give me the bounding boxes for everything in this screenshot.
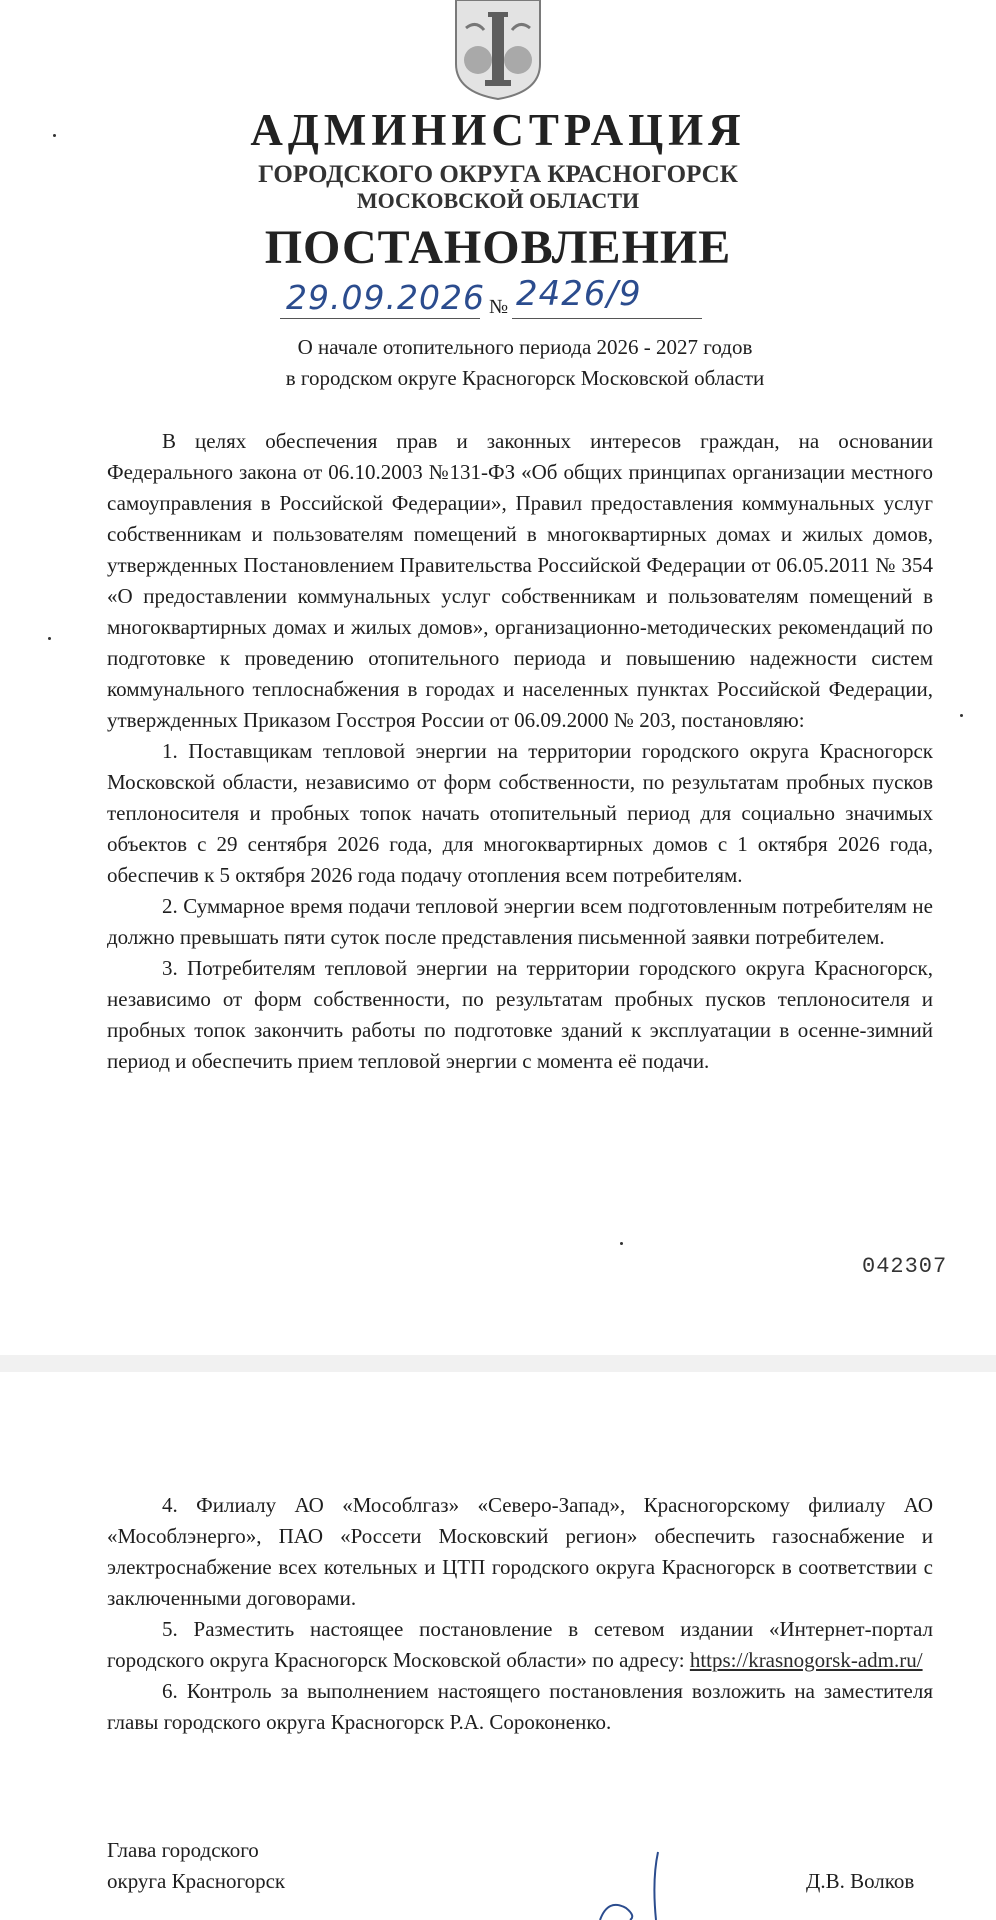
coat-of-arms-icon	[452, 0, 544, 100]
signatory-title	[107, 1835, 285, 1897]
document-subject	[0, 332, 996, 394]
document-type-title: ПОСТАНОВЛЕНИЕ	[264, 221, 732, 274]
subject-line-2: в городском округе Красногорск Московской области	[285, 366, 765, 390]
region-title: МОСКОВСКОЙ ОБЛАСТИ	[356, 188, 640, 213]
signatory-title-line-2: округа Красногорск	[107, 1869, 286, 1893]
document-number: 2426/9	[516, 274, 642, 314]
scan-speck	[620, 1242, 623, 1245]
subject-line-1: О начале отопительного периода 2026 - 2027 годов	[297, 335, 753, 359]
item-5-text: 5. Разместить настоящее постановление в сетевом издании «Интернет-портал городского округа Красногорск Московской области» по адресу:	[107, 1617, 933, 1672]
document-body-continued	[107, 1490, 933, 1738]
okrug-title: ГОРОДСКОГО ОКРУГА КРАСНОГОРСК	[258, 161, 738, 188]
scan-speck	[48, 637, 51, 640]
item-3-paragraph: 3. Потребителям тепловой энергии на территории городского округа Красногорск, независимо от форм собственности, по результатам пробных пусков теплоносителя и пробных топок закончить работы по подготовке зданий к эксплуатации в осенне-зимний период и обеспечить прием тепловой энергии с момента её подачи.	[107, 956, 933, 1073]
page-code: 042307	[862, 1254, 948, 1279]
item-2-paragraph: 2. Суммарное время подачи тепловой энергии всем подготовленным потребителям не должно превышать пяти суток после представления письменной заявки потребителем.	[107, 894, 933, 949]
handwritten-signature-icon	[590, 1850, 690, 1920]
item-1-paragraph: 1. Поставщикам тепловой энергии на территории городского округа Красногорск Московской области, независимо от форм собственности, по результатам пробных пусков теплоносителя и пробных топок начать отопительный период для социально значимых объектов с 29 сентября 2026 года, для многоквартирных домов с 1 октября 2026 года, обеспечив к 5 октября 2026 года подачу отопления всем потребителям.	[107, 739, 933, 887]
organization-title: АДМИНИСТРАЦИЯ	[250, 105, 746, 155]
item-6-paragraph: 6. Контроль за выполнением настоящего постановления возложить на заместителя главы городского округа Красногорск Р.А. Сороконенко.	[107, 1679, 933, 1734]
item-4-paragraph: 4. Филиалу АО «Мособлгаз» «Северо-Запад», Красногорскому филиалу АО «Мособлэнерго», ПАО «Россети Московский регион» обеспечить газоснабжение и электроснабжение всех котельных и ЦТП городского округа Красногорск в соответствии с заключенными договорами.	[107, 1493, 933, 1610]
signatory-title-line-1: Глава городского	[107, 1838, 259, 1862]
item-5-paragraph	[107, 1614, 933, 1676]
document-body	[107, 426, 933, 1077]
preamble-paragraph: В целях обеспечения прав и законных интересов граждан, на основании Федерального закона от 06.10.2003 №131-ФЗ «Об общих принципах организации местного самоуправления в Российской Федерации», Правил предоставления коммунальных услуг собственникам и пользователям помещений в многоквартирных домах и жилых домов, утвержденных Постановлением Правительства Российской Федерации от 06.05.2011 № 354 «О предоставлении коммунальных услуг собственникам и пользователям помещений в многоквартирных домах и жилых домов», организационно-методических рекомендаций по подготовке к проведению отопительного периода и повышению надежности систем коммунального теплоснабжения в городах и населенных пунктах Российской Федерации, утвержденных Приказом Госстроя России от 06.09.2000 № 203, постановляю:	[107, 429, 933, 732]
signatory-name: Д.В. Волков	[806, 1869, 915, 1893]
scan-speck	[960, 714, 963, 717]
number-underline	[512, 318, 702, 319]
scan-speck	[53, 134, 56, 137]
document-date: 29.09.2026	[286, 278, 485, 317]
date-underline	[280, 318, 480, 319]
portal-link[interactable]: https://krasnogorsk-adm.ru/	[689, 1648, 923, 1672]
number-sign: №	[489, 296, 509, 318]
